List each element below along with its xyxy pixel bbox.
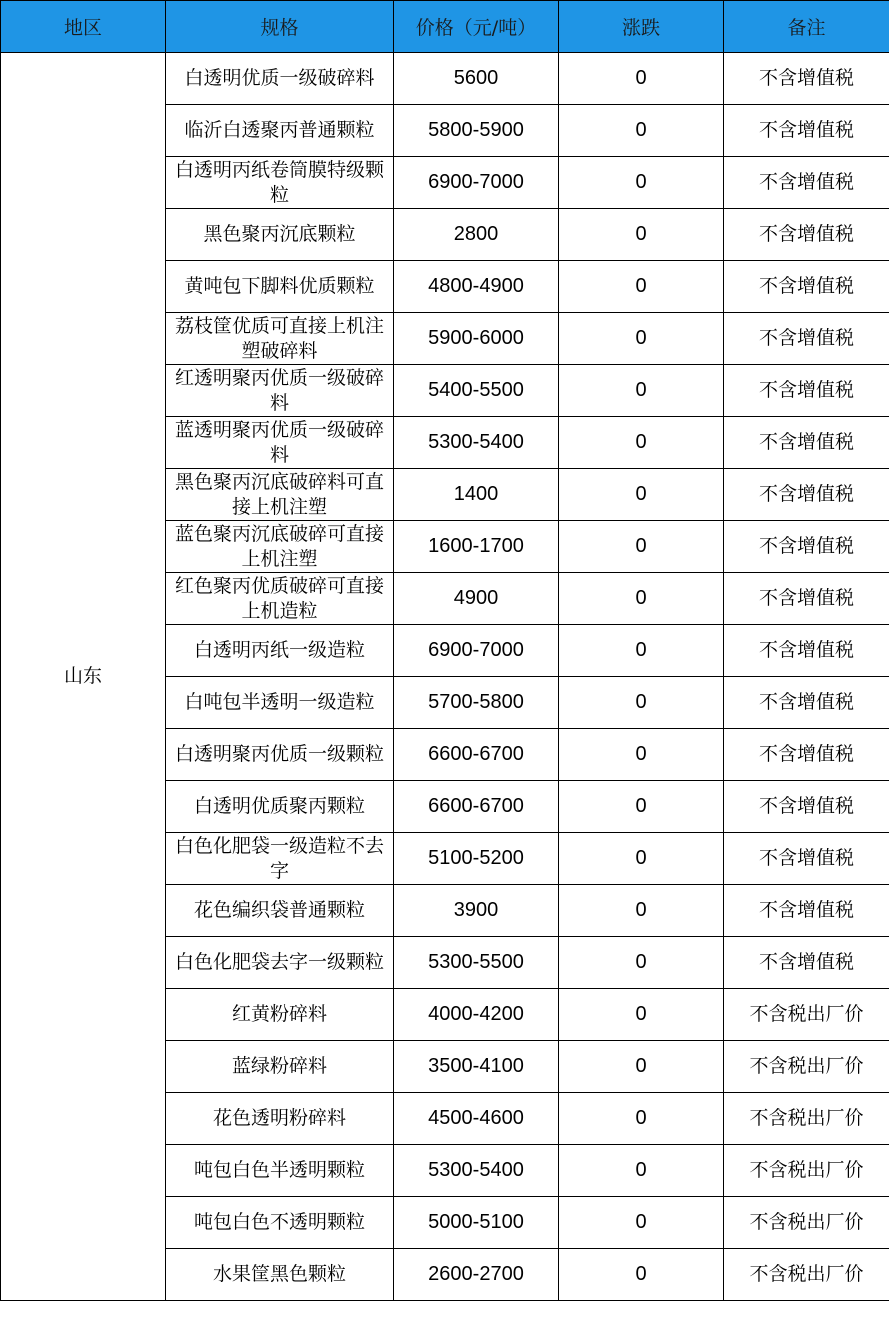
change-cell: 0 bbox=[559, 157, 724, 209]
price-cell: 3500-4100 bbox=[394, 1041, 559, 1093]
spec-cell: 荔枝筐优质可直接上机注塑破碎料 bbox=[166, 313, 394, 365]
change-cell: 0 bbox=[559, 729, 724, 781]
note-cell: 不含税出厂价 bbox=[724, 989, 889, 1041]
spec-cell: 黑色聚丙沉底颗粒 bbox=[166, 209, 394, 261]
note-cell: 不含增值税 bbox=[724, 209, 889, 261]
header-spec: 规格 bbox=[166, 1, 394, 53]
price-cell: 5600 bbox=[394, 53, 559, 105]
price-cell: 5400-5500 bbox=[394, 365, 559, 417]
spec-cell: 白透明优质聚丙颗粒 bbox=[166, 781, 394, 833]
price-cell: 5700-5800 bbox=[394, 677, 559, 729]
header-price: 价格（元/吨） bbox=[394, 1, 559, 53]
spec-cell: 临沂白透聚丙普通颗粒 bbox=[166, 105, 394, 157]
note-cell: 不含增值税 bbox=[724, 521, 889, 573]
price-cell: 3900 bbox=[394, 885, 559, 937]
spec-cell: 黄吨包下脚料优质颗粒 bbox=[166, 261, 394, 313]
change-cell: 0 bbox=[559, 521, 724, 573]
price-cell: 4800-4900 bbox=[394, 261, 559, 313]
note-cell: 不含增值税 bbox=[724, 625, 889, 677]
spec-cell: 白透明丙纸卷筒膜特级颗粒 bbox=[166, 157, 394, 209]
change-cell: 0 bbox=[559, 209, 724, 261]
note-cell: 不含增值税 bbox=[724, 937, 889, 989]
note-cell: 不含增值税 bbox=[724, 417, 889, 469]
note-cell: 不含增值税 bbox=[724, 573, 889, 625]
change-cell: 0 bbox=[559, 937, 724, 989]
note-cell: 不含增值税 bbox=[724, 469, 889, 521]
note-cell: 不含税出厂价 bbox=[724, 1249, 889, 1301]
price-cell: 6600-6700 bbox=[394, 729, 559, 781]
table-row bbox=[1, 53, 889, 105]
change-cell: 0 bbox=[559, 989, 724, 1041]
price-cell: 6900-7000 bbox=[394, 625, 559, 677]
price-cell: 4500-4600 bbox=[394, 1093, 559, 1145]
price-cell: 2800 bbox=[394, 209, 559, 261]
spec-cell: 红黄粉碎料 bbox=[166, 989, 394, 1041]
price-cell: 1600-1700 bbox=[394, 521, 559, 573]
change-cell: 0 bbox=[559, 1197, 724, 1249]
spec-cell: 白吨包半透明一级造粒 bbox=[166, 677, 394, 729]
change-cell: 0 bbox=[559, 1145, 724, 1197]
change-cell: 0 bbox=[559, 261, 724, 313]
note-cell: 不含增值税 bbox=[724, 53, 889, 105]
price-cell: 6600-6700 bbox=[394, 781, 559, 833]
change-cell: 0 bbox=[559, 885, 724, 937]
price-cell: 1400 bbox=[394, 469, 559, 521]
change-cell: 0 bbox=[559, 1093, 724, 1145]
note-cell: 不含税出厂价 bbox=[724, 1041, 889, 1093]
change-cell: 0 bbox=[559, 1249, 724, 1301]
header-row bbox=[1, 1, 889, 53]
price-cell: 4000-4200 bbox=[394, 989, 559, 1041]
table-body bbox=[1, 53, 889, 1301]
note-cell: 不含增值税 bbox=[724, 157, 889, 209]
note-cell: 不含增值税 bbox=[724, 313, 889, 365]
change-cell: 0 bbox=[559, 417, 724, 469]
spec-cell: 白色化肥袋去字一级颗粒 bbox=[166, 937, 394, 989]
note-cell: 不含税出厂价 bbox=[724, 1145, 889, 1197]
spec-cell: 吨包白色不透明颗粒 bbox=[166, 1197, 394, 1249]
price-cell: 5300-5400 bbox=[394, 1145, 559, 1197]
spec-cell: 吨包白色半透明颗粒 bbox=[166, 1145, 394, 1197]
price-cell: 5300-5500 bbox=[394, 937, 559, 989]
change-cell: 0 bbox=[559, 105, 724, 157]
price-cell: 5100-5200 bbox=[394, 833, 559, 885]
price-cell: 5300-5400 bbox=[394, 417, 559, 469]
note-cell: 不含增值税 bbox=[724, 729, 889, 781]
region-cell: 山东 bbox=[1, 53, 166, 1301]
change-cell: 0 bbox=[559, 469, 724, 521]
change-cell: 0 bbox=[559, 573, 724, 625]
spec-cell: 红色聚丙优质破碎可直接上机造粒 bbox=[166, 573, 394, 625]
spec-cell: 花色透明粉碎料 bbox=[166, 1093, 394, 1145]
header-change: 涨跌 bbox=[559, 1, 724, 53]
spec-cell: 水果筐黑色颗粒 bbox=[166, 1249, 394, 1301]
spec-cell: 白透明丙纸一级造粒 bbox=[166, 625, 394, 677]
note-cell: 不含增值税 bbox=[724, 781, 889, 833]
change-cell: 0 bbox=[559, 677, 724, 729]
spec-cell: 蓝色聚丙沉底破碎可直接上机注塑 bbox=[166, 521, 394, 573]
price-cell: 5800-5900 bbox=[394, 105, 559, 157]
change-cell: 0 bbox=[559, 313, 724, 365]
change-cell: 0 bbox=[559, 365, 724, 417]
price-cell: 2600-2700 bbox=[394, 1249, 559, 1301]
change-cell: 0 bbox=[559, 781, 724, 833]
change-cell: 0 bbox=[559, 625, 724, 677]
note-cell: 不含增值税 bbox=[724, 365, 889, 417]
spec-cell: 蓝透明聚丙优质一级破碎料 bbox=[166, 417, 394, 469]
note-cell: 不含增值税 bbox=[724, 677, 889, 729]
spec-cell: 白色化肥袋一级造粒不去字 bbox=[166, 833, 394, 885]
change-cell: 0 bbox=[559, 833, 724, 885]
note-cell: 不含增值税 bbox=[724, 885, 889, 937]
header-note: 备注 bbox=[724, 1, 889, 53]
note-cell: 不含税出厂价 bbox=[724, 1197, 889, 1249]
price-cell: 4900 bbox=[394, 573, 559, 625]
note-cell: 不含税出厂价 bbox=[724, 1093, 889, 1145]
spec-cell: 白透明优质一级破碎料 bbox=[166, 53, 394, 105]
spec-cell: 红透明聚丙优质一级破碎料 bbox=[166, 365, 394, 417]
spec-cell: 白透明聚丙优质一级颗粒 bbox=[166, 729, 394, 781]
note-cell: 不含增值税 bbox=[724, 833, 889, 885]
change-cell: 0 bbox=[559, 53, 724, 105]
change-cell: 0 bbox=[559, 1041, 724, 1093]
spec-cell: 花色编织袋普通颗粒 bbox=[166, 885, 394, 937]
price-cell: 5900-6000 bbox=[394, 313, 559, 365]
spec-cell: 蓝绿粉碎料 bbox=[166, 1041, 394, 1093]
price-cell: 5000-5100 bbox=[394, 1197, 559, 1249]
note-cell: 不含增值税 bbox=[724, 261, 889, 313]
header-region: 地区 bbox=[1, 1, 166, 53]
spec-cell: 黑色聚丙沉底破碎料可直接上机注塑 bbox=[166, 469, 394, 521]
note-cell: 不含增值税 bbox=[724, 105, 889, 157]
price-cell: 6900-7000 bbox=[394, 157, 559, 209]
